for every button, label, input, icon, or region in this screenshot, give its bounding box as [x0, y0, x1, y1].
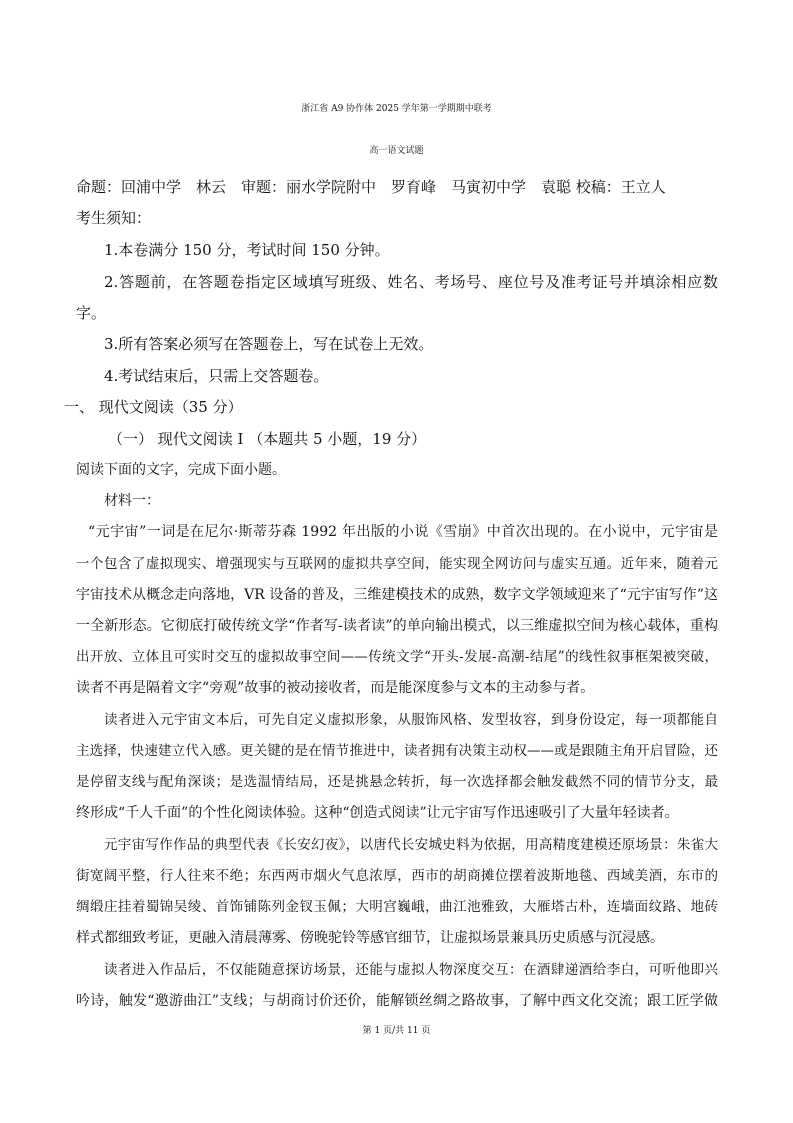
p3-line-3: 绸缎庄挂着蜀锦吴绫、首饰铺陈列金钗玉佩；大明宫巍峨，曲江池雅致，大雁塔古朴，连墙面纹路、地砖	[76, 899, 718, 915]
p3-line-1: 元宇宙写作作品的典型代表《长安幻夜》，以唐代长安城史料为依据，用高精度建模还原场景：朱雀大	[104, 837, 718, 853]
notice-item-4: 4.考试结束后，只需上交答题卷。	[104, 367, 329, 385]
p4-line-1: 读者进入作品后，不仅能随意探访场景，还能与虚拟人物深度交互：在酒肆递酒给李白，可听他即兴	[104, 962, 718, 978]
notice-item-2: 2.答题前，在答题卷指定区域填写班级、姓名、考场号、座位号及准考证号并填涂相应数	[104, 273, 718, 291]
instruction: 阅读下面的文字，完成下面小题。	[76, 462, 286, 478]
p1-line-2: 一个包含了虚拟现实、增强现实与互联网的虚拟共享空间，能实现全网访问与虚实互通。近年来，随着元	[76, 556, 718, 572]
page-number: 第 1 页/共 11 页	[362, 1026, 431, 1036]
exam-subtitle: 高一语文试题	[369, 146, 424, 156]
section-heading: 一、 现代文阅读（35 分）	[64, 398, 243, 416]
exam-title: 浙江省 A9 协作体 2025 学年第一学期期中联考	[301, 104, 492, 114]
authors-line: 命题：回浦中学 林云 审题：丽水学院附中 罗育峰 马寅初中学 袁聪 校稿：王立人	[76, 178, 666, 196]
material-label: 材料一：	[104, 493, 160, 509]
notice-item-3: 3.所有答案必须写在答题卷上，写在试卷上无效。	[104, 335, 434, 353]
p3-line-2: 街宽阔平整，行人往来不绝；东西两市烟火气息浓厚，西市的胡商摊位摆着波斯地毯、西域美酒，东市的	[76, 868, 718, 884]
notice-item-2-cont: 字。	[76, 304, 107, 322]
notice-heading: 考生须知：	[76, 209, 152, 227]
p2-line-3: 是停留支线与配角深谈；是选温情结局，还是挑悬念转折，每一次选择都会触发截然不同的情节分支，最	[76, 774, 718, 790]
p2-line-4: 终形成“千人千面”的个性化阅读体验。这种“创造式阅读”让元宇宙写作迅速吸引了大量年轻读者。	[76, 805, 679, 821]
p1-line-4: 一全新形态。它彻底打破传统文学“作者写-读者读”的单向输出模式，以三维虚拟空间为核心载体，重构	[76, 618, 718, 634]
p1-line-5: 出开放、立体且可实时交互的虚拟故事空间——传统文学“开头-发展-高潮-结尾”的线性叙事框架被突破，	[76, 649, 718, 665]
p2-line-1: 读者进入元宇宙文本后，可先自定义虚拟形象，从服饰风格、发型妆容，到身份设定，每一项都能自	[104, 712, 718, 728]
p3-line-4: 样式都细致考证，更融入清晨薄雾、傍晚驼铃等感官细节，让虚拟场景兼具历史质感与沉浸感。	[76, 930, 664, 946]
subsection-heading: （一） 现代文阅读 I （本题共 5 小题，19 分）	[108, 430, 427, 448]
p2-line-2: 主选择，快速建立代入感。更关键的是在情节推进中，读者拥有决策主动权——或是跟随主角开启冒险，还	[76, 743, 718, 759]
p1-line-3: 宇宙技术从概念走向落地，VR 设备的普及，三维建模技术的成熟，数字文学领域迎来了“元宇宙写作”这	[76, 587, 718, 603]
notice-item-1: 1.本卷满分 150 分，考试时间 150 分钟。	[104, 241, 390, 259]
p1-line-1: “元宇宙”一词是在尼尔·斯蒂芬森 1992 年出版的小说《雪崩》中首次出现的。在小说中，元宇宙是	[88, 524, 718, 540]
p1-line-6: 读者不再是隔着文字“旁观”故事的被动接收者，而是能深度参与文本的主动参与者。	[76, 680, 595, 696]
p4-line-2: 吟诗，触发“邀游曲江”支线；与胡商讨价还价，能解锁丝绸之路故事，了解中西文化交流；跟工匠学做	[76, 993, 718, 1009]
